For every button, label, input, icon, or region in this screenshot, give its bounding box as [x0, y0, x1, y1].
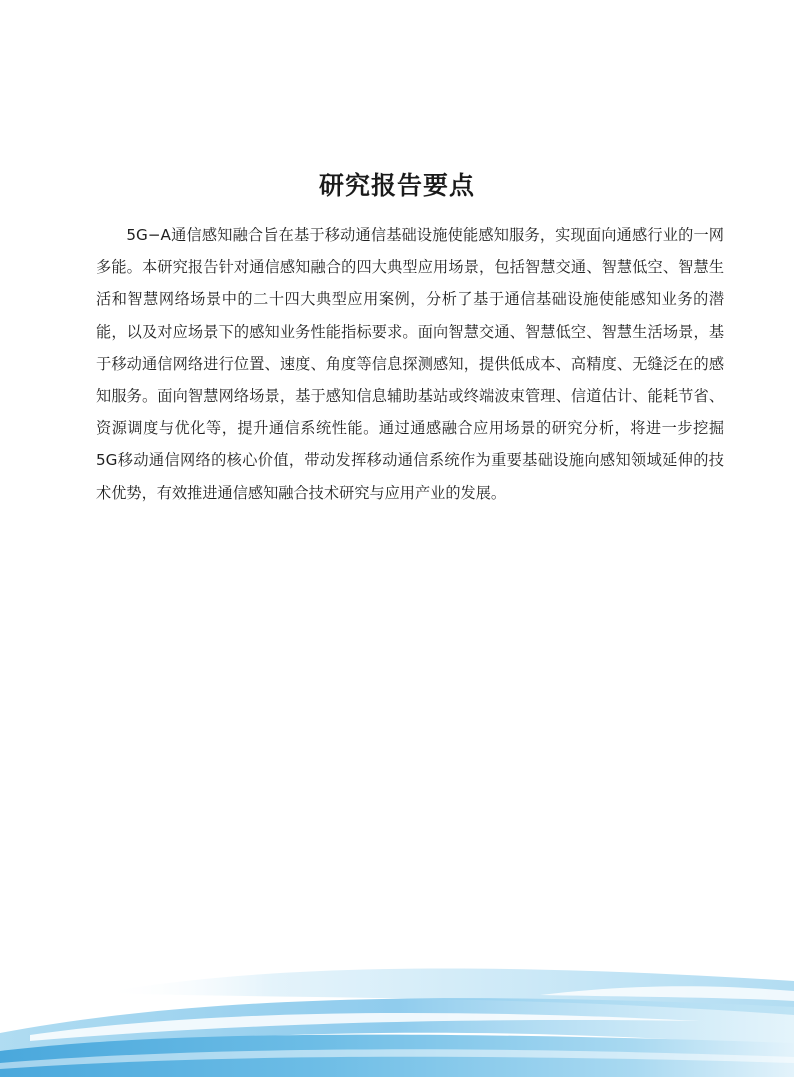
- wave-decoration: [0, 955, 794, 1077]
- page-title: 研究报告要点: [318, 171, 475, 200]
- summary-paragraph: 5G−A通信感知融合旨在基于移动通信基础设施使能感知服务，实现面向通感行业的一网多能。本研究报告针对通信感知融合的四大典型应用场景，包括智慧交通、智慧低空、智慧生活和智慧网络场景中的二十四大典型应用案例，分析了基于通信基础设施使能感知业务的潜能，以及对应场景下的感知业务性能指标要求。面向智慧交通、智慧低空、智慧生活场景，基于移动通信网络进行位置、速度、角度等信息探测感知，提供低成本、高精度、无缝泛在的感知服务。面向智慧网络场景，基于感知信息辅助基站或终端波束管理、信道估计、能耗节省、资源调度与优化等，提升通信系统性能。通过通感融合应用场景的研究分析，将进一步挖掘5G移动通信网络的核心价值，带动发挥移动通信系统作为重要基础设施向感知领域延伸的技术优势，有效推进通信感知融合技术研究与应用产业的发展。: [96, 226, 724, 502]
